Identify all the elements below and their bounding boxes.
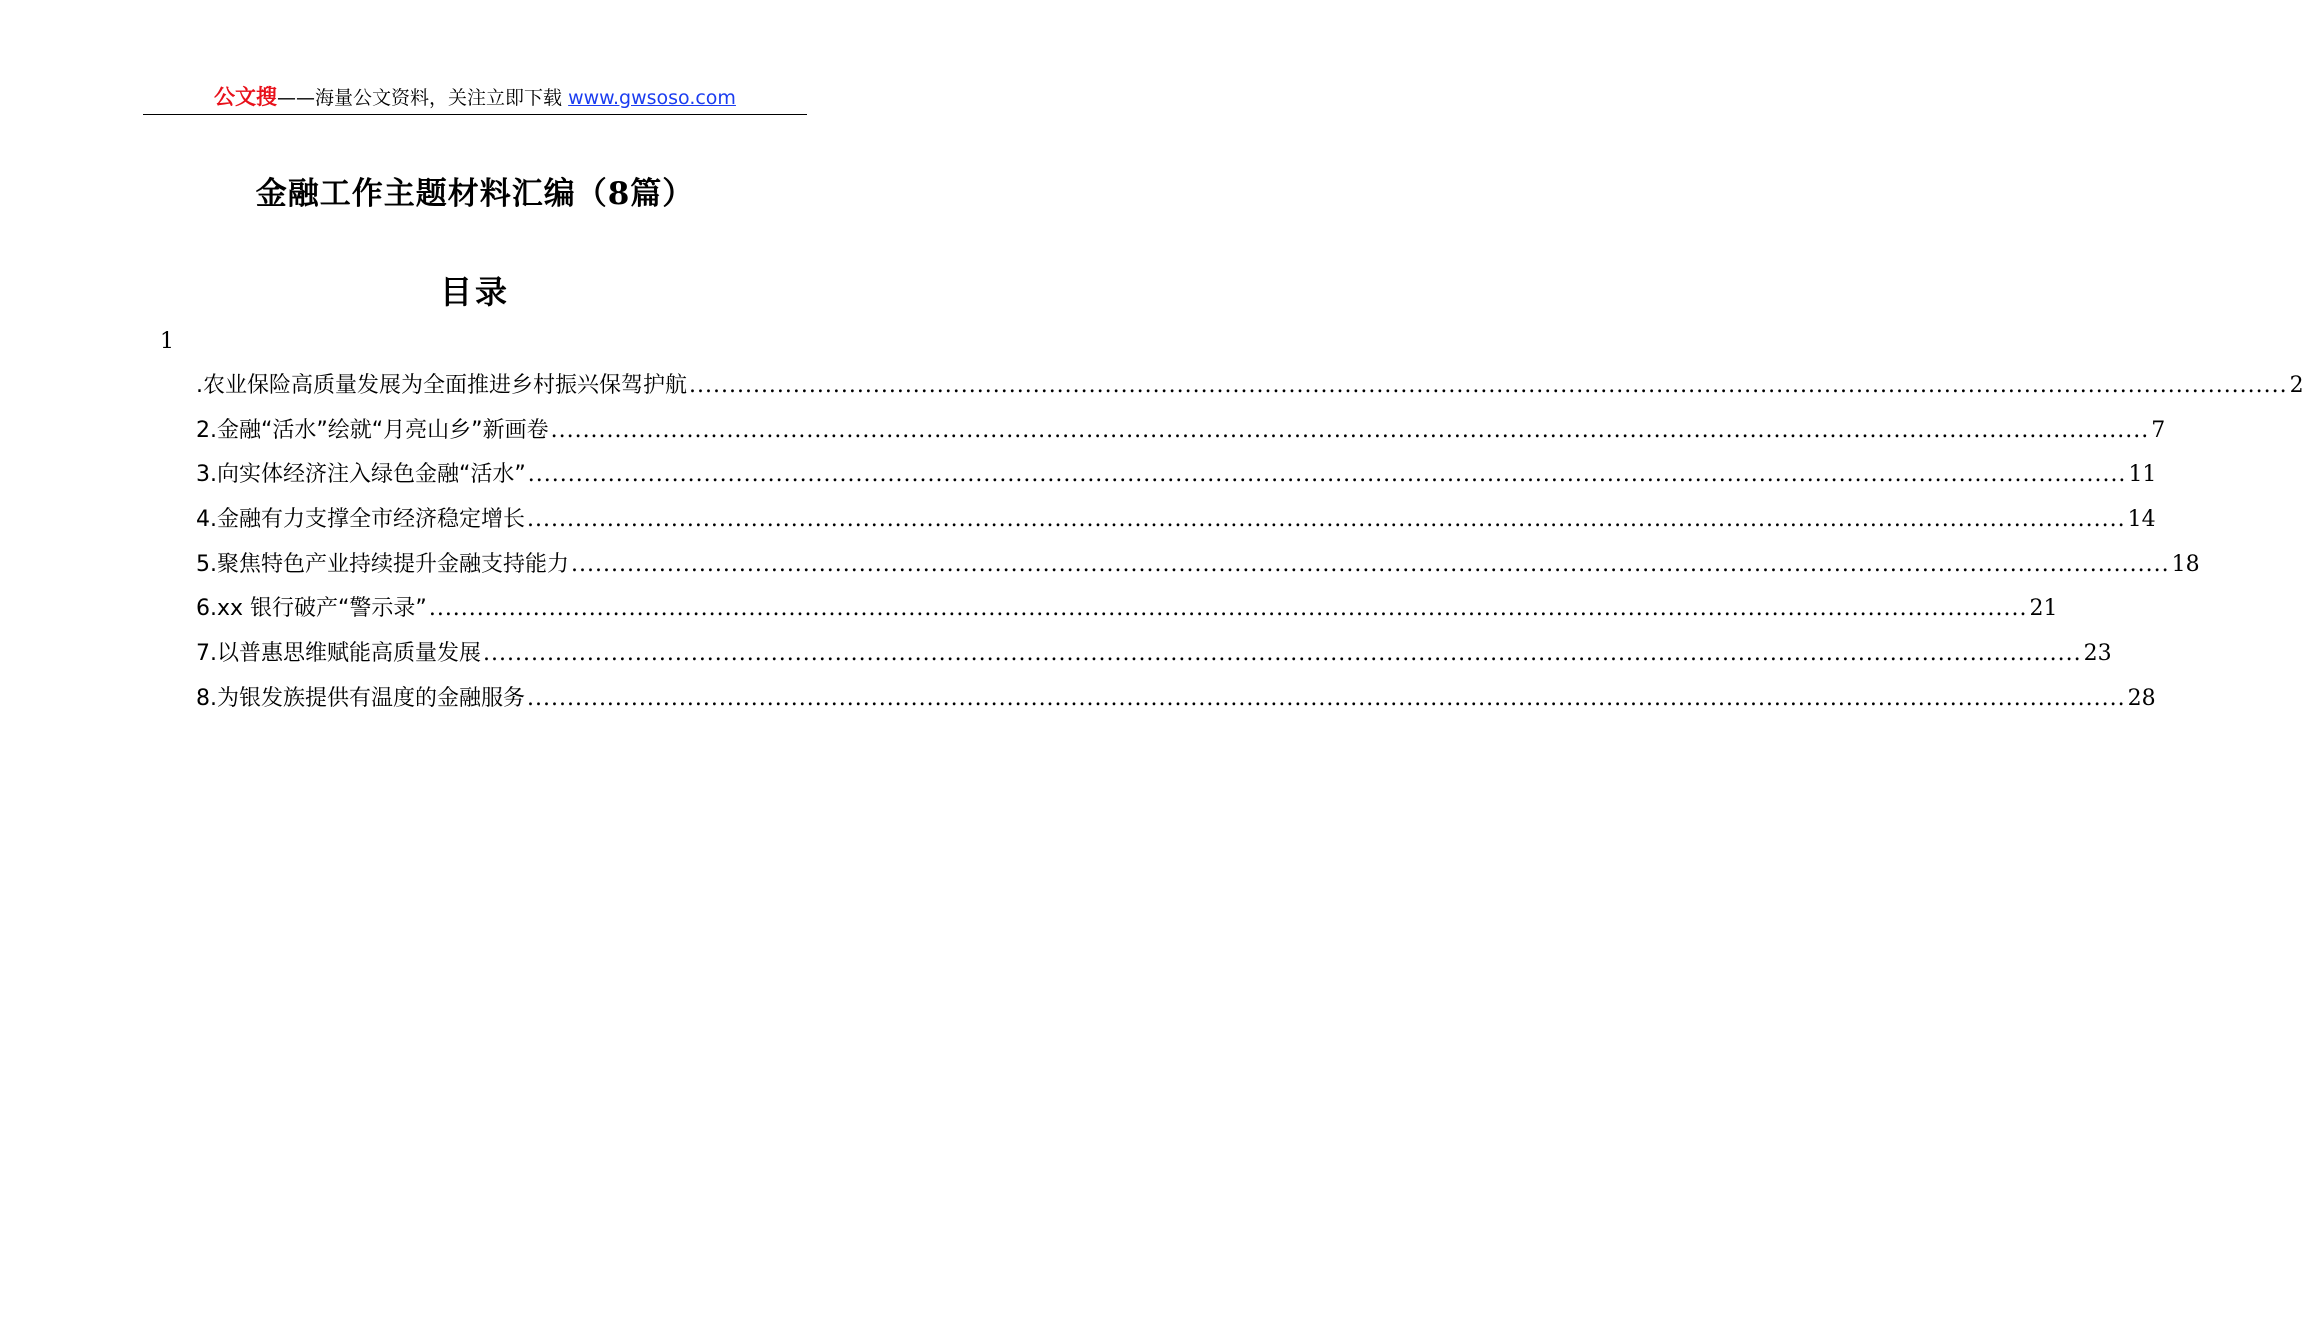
toc-entry[interactable]: [196, 453, 2157, 498]
document-title: 金融工作主题材料汇编（8篇）: [255, 176, 695, 212]
toc-page-number: 18: [2171, 551, 2200, 577]
toc-page-number: 14: [2127, 507, 2156, 533]
header-tagline: ——海量公文资料，关注立即下载: [277, 87, 563, 109]
toc-heading: 目录: [439, 273, 510, 311]
table-of-contents: [196, 364, 2304, 722]
toc-marker: 1: [160, 329, 174, 354]
toc-entry-title: 6.xx 银行破产“警示录”: [196, 596, 427, 622]
toc-page-number: 28: [2127, 685, 2156, 711]
toc-leader-dots: ........................................................................................................................................................................................................: [527, 462, 2127, 488]
toc-leader-dots: ........................................................................................................................................................................................................: [527, 685, 2126, 711]
toc-page-number: 21: [2029, 596, 2058, 622]
toc-entry[interactable]: [196, 543, 2200, 588]
toc-entry[interactable]: [196, 677, 2156, 722]
toc-entry-title: 7.以普惠思维赋能高质量发展: [196, 641, 481, 667]
toc-leader-dots: ........................................................................................................................................................................................................: [571, 551, 2170, 577]
toc-entry[interactable]: [196, 364, 2304, 409]
toc-entry[interactable]: [196, 409, 2166, 454]
toc-page-number: 11: [2128, 462, 2157, 488]
toc-leader-dots: ........................................................................................................................................................................................................: [428, 596, 2028, 622]
toc-entry[interactable]: [196, 632, 2112, 677]
toc-entry-title: 8.为银发族提供有温度的金融服务: [196, 685, 525, 711]
toc-entry-title: 2.金融“活水”绘就“月亮山乡”新画卷: [196, 417, 549, 443]
page-header: [143, 80, 807, 115]
toc-page-number: 2: [2289, 373, 2304, 398]
toc-leader-dots: ........................................................................................................................................................................................................: [550, 417, 2150, 443]
toc-entry-title: 4.金融有力支撑全市经济稳定增长: [196, 507, 525, 533]
toc-page-number: 23: [2083, 641, 2112, 667]
site-link[interactable]: www.gwsoso.com: [568, 87, 736, 109]
toc-page-number: 7: [2151, 417, 2166, 443]
toc-entry-title: 5.聚焦特色产业持续提升金融支持能力: [196, 551, 569, 577]
toc-entry[interactable]: [196, 587, 2058, 632]
brand-logo: 公文搜: [214, 85, 278, 109]
toc-entry[interactable]: [196, 498, 2156, 543]
toc-entry-title: 3.向实体经济注入绿色金融“活水”: [196, 462, 526, 488]
toc-leader-dots: ........................................................................................................................................................................................................: [689, 373, 2288, 398]
toc-leader-dots: ........................................................................................................................................................................................................: [527, 507, 2126, 533]
toc-entry-title: .农业保险高质量发展为全面推进乡村振兴保驾护航: [196, 373, 687, 398]
toc-leader-dots: ........................................................................................................................................................................................................: [483, 641, 2082, 667]
